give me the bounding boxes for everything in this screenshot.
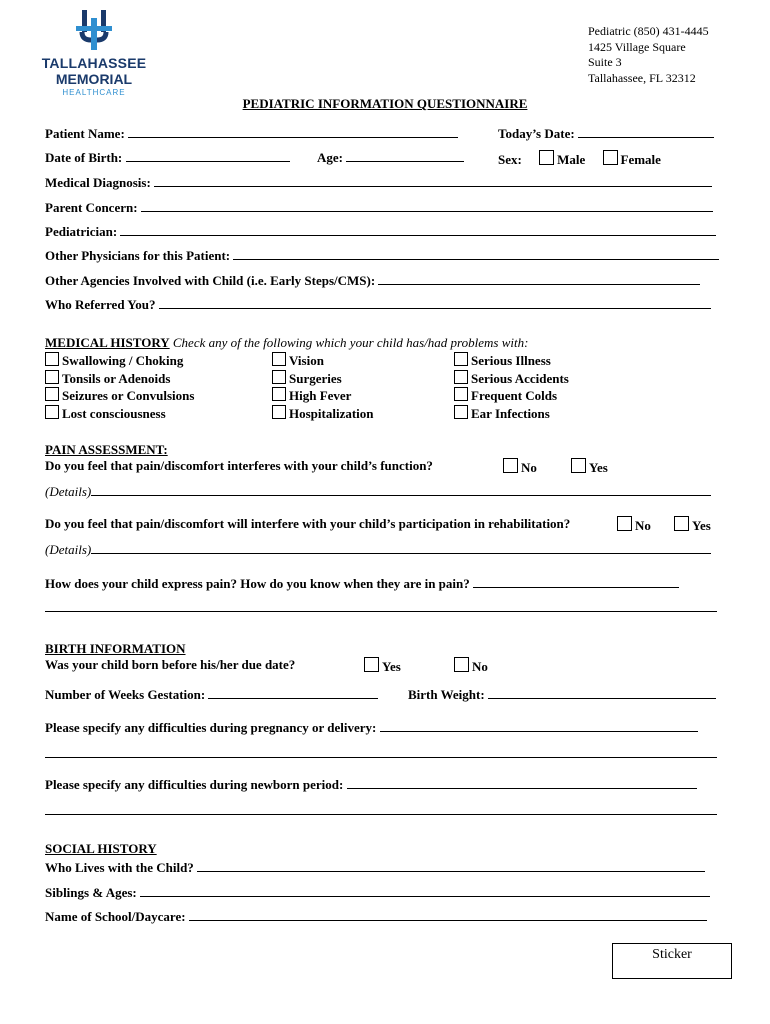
pain-q2: Do you feel that pain/discomfort will interfere with your child’s participation in rehabilitation? — [45, 516, 571, 531]
age-field[interactable] — [346, 150, 464, 162]
gestation-row — [45, 687, 378, 703]
pain-q2-yes — [674, 516, 711, 534]
referred-label: Who Referred You? — [45, 297, 156, 312]
school-field[interactable] — [189, 909, 707, 921]
sticker-box — [612, 943, 732, 979]
details-label: (Details) — [45, 542, 92, 557]
address-line: Pediatric (850) 431-4445 — [588, 24, 709, 38]
agencies-label: Other Agencies Involved with Child (i.e. Early Steps/CMS): — [45, 273, 376, 288]
medical-item — [45, 405, 194, 423]
medical-item-label: Seizures or Convulsions — [62, 388, 195, 403]
high-fever-checkbox[interactable] — [272, 387, 286, 401]
yes-label: Yes — [382, 659, 401, 674]
pediatrician-label: Pediatrician: — [45, 224, 118, 239]
medical-history-instruction: Check any of the following which your child has/had problems with: — [172, 335, 529, 350]
physicians-field[interactable] — [233, 248, 719, 260]
birth-weight-label: Birth Weight: — [408, 687, 485, 702]
newborn-row — [45, 777, 697, 793]
pain-details-field[interactable] — [91, 484, 711, 496]
lives-row — [45, 860, 705, 876]
pain-q2-row — [45, 516, 570, 532]
birth-yes-checkbox[interactable] — [364, 657, 379, 672]
concern-row — [45, 200, 713, 216]
medical-item — [45, 370, 194, 388]
age-row — [317, 150, 464, 166]
medical-item-label: Tonsils or Adenoids — [62, 370, 171, 386]
gestation-label: Number of Weeks Gestation: — [45, 687, 206, 702]
pediatrician-field[interactable] — [120, 224, 716, 236]
vision-checkbox[interactable] — [272, 352, 286, 366]
no-label: No — [635, 518, 651, 533]
medical-item — [272, 370, 374, 388]
page-title: PEDIATRIC INFORMATION QUESTIONNAIRE — [242, 96, 528, 111]
lives-label: Who Lives with the Child? — [45, 860, 194, 875]
pregnancy-row — [45, 720, 698, 736]
pain-q1: Do you feel that pain/discomfort interferes with your child’s function? — [45, 458, 433, 473]
birth-no-checkbox[interactable] — [454, 657, 469, 672]
newborn-field-2[interactable] — [45, 803, 717, 815]
pain-details-field-2[interactable] — [91, 542, 711, 554]
medical-item-label: Frequent Colds — [471, 388, 558, 403]
dob-field[interactable] — [126, 150, 290, 162]
address-line: 1425 Village Square — [588, 39, 686, 54]
medical-item-label: Lost consciousness — [62, 405, 166, 421]
frequent-colds-checkbox[interactable] — [454, 387, 468, 401]
medical-item-label: Hospitalization — [289, 405, 374, 421]
pregnancy-field-2[interactable] — [45, 746, 717, 758]
ear-infections-checkbox[interactable] — [454, 405, 468, 419]
address-line: Tallahassee, FL 32312 — [588, 70, 696, 85]
clinic-address — [588, 24, 709, 86]
birth-q1-no — [454, 657, 488, 675]
siblings-row — [45, 885, 710, 901]
pain-heading: PAIN ASSESSMENT: — [45, 442, 168, 457]
pediatrician-row — [45, 224, 716, 240]
birth-weight-row — [408, 687, 716, 703]
lives-field[interactable] — [197, 860, 705, 872]
medical-item — [454, 352, 569, 370]
medical-item-label: Ear Infections — [471, 405, 550, 421]
diagnosis-label: Medical Diagnosis: — [45, 175, 151, 190]
patient-name-label: Patient Name: — [45, 126, 125, 141]
medical-item — [454, 387, 569, 405]
male-label: Male — [557, 152, 586, 167]
medical-col3 — [454, 352, 569, 422]
medical-item-label: Surgeries — [289, 370, 342, 386]
sex-row — [498, 150, 661, 168]
medical-item-label: Serious Illness — [471, 353, 551, 368]
newborn-field[interactable] — [347, 777, 697, 789]
serious-accidents-checkbox[interactable] — [454, 370, 468, 384]
pain-q3-row — [45, 576, 679, 592]
sex-label: Sex: — [498, 152, 522, 167]
birth-q1: Was your child born before his/her due date? — [45, 657, 296, 672]
pain-q3: How does your child express pain? How do you know when they are in pain? — [45, 576, 470, 591]
yes-label: Yes — [589, 460, 608, 475]
diagnosis-field[interactable] — [154, 175, 712, 187]
medical-item — [454, 405, 569, 423]
pain-q2-no — [617, 516, 651, 534]
pain-q3-field[interactable] — [473, 576, 679, 588]
sticker-label: Sticker — [652, 947, 692, 962]
pain-q1-yes-checkbox[interactable] — [571, 458, 586, 473]
dob-label: Date of Birth: — [45, 150, 123, 165]
swallowing-checkbox[interactable] — [45, 352, 59, 366]
no-label: No — [521, 460, 537, 475]
medical-item — [45, 352, 194, 370]
medical-history-heading: MEDICAL HISTORY — [45, 335, 170, 350]
medical-item — [45, 387, 194, 405]
school-label: Name of School/Daycare: — [45, 909, 186, 924]
todays-date-row — [498, 126, 714, 142]
medical-col1 — [45, 352, 194, 422]
serious-illness-checkbox[interactable] — [454, 352, 468, 366]
pain-q3-field-2[interactable] — [45, 600, 717, 612]
patient-name-field[interactable] — [128, 126, 458, 138]
agencies-field[interactable] — [378, 273, 700, 285]
details-label: (Details) — [45, 484, 92, 499]
female-label: Female — [620, 152, 661, 167]
logo-line2: MEMORIAL — [55, 71, 133, 87]
lost-consciousness-checkbox[interactable] — [45, 405, 59, 419]
birth-heading: BIRTH INFORMATION — [45, 641, 186, 656]
newborn-extra-row — [45, 803, 717, 819]
concern-field[interactable] — [141, 200, 713, 212]
age-label: Age: — [317, 150, 343, 165]
gestation-field[interactable] — [208, 687, 378, 699]
medical-item-label: High Fever — [289, 388, 352, 403]
medical-item-label: Swallowing / Choking — [62, 353, 184, 368]
patient-name-row — [45, 126, 458, 142]
agencies-row — [45, 273, 700, 289]
medical-item — [272, 352, 374, 370]
pain-q3-extra-row — [45, 600, 717, 616]
surgeries-checkbox[interactable] — [272, 370, 286, 384]
birth-q1-yes — [364, 657, 401, 675]
todays-date-field[interactable] — [578, 126, 714, 138]
pain-q1-no-checkbox[interactable] — [503, 458, 518, 473]
concern-label: Parent Concern: — [45, 200, 138, 215]
newborn-label: Please specify any difficulties during newborn period: — [45, 777, 344, 792]
pain-q1-no — [503, 458, 537, 476]
female-checkbox[interactable] — [603, 150, 618, 165]
pregnancy-label: Please specify any difficulties during pregnancy or delivery: — [45, 720, 377, 735]
pain-q1-yes — [571, 458, 608, 476]
siblings-label: Siblings & Ages: — [45, 885, 137, 900]
siblings-field[interactable] — [140, 885, 710, 897]
dob-row — [45, 150, 290, 166]
hospitalization-checkbox[interactable] — [272, 405, 286, 419]
medical-col2 — [272, 352, 374, 422]
referred-row — [45, 297, 711, 313]
pain-details-row-2 — [45, 542, 711, 558]
male-checkbox[interactable] — [539, 150, 554, 165]
medical-item — [272, 405, 374, 423]
pain-q2-yes-checkbox[interactable] — [674, 516, 689, 531]
logo-line3: HEALTHCARE — [62, 88, 126, 97]
medical-history-heading-row — [45, 335, 528, 351]
logo-mark-icon — [74, 8, 114, 52]
medical-item-label: Serious Accidents — [471, 370, 569, 386]
seizures-checkbox[interactable] — [45, 387, 59, 401]
tonsils-checkbox[interactable] — [45, 370, 59, 384]
todays-date-label: Today’s Date: — [498, 126, 575, 141]
pregnancy-extra-row — [45, 746, 717, 762]
logo — [40, 8, 148, 100]
school-row — [45, 909, 707, 925]
physicians-row — [45, 248, 719, 264]
pain-q2-no-checkbox[interactable] — [617, 516, 632, 531]
yes-label: Yes — [692, 518, 711, 533]
referred-field[interactable] — [159, 297, 711, 309]
logo-line1: TALLAHASSEE — [41, 55, 147, 71]
address-line: Suite 3 — [588, 55, 622, 69]
medical-item — [454, 370, 569, 388]
pain-details-row-1 — [45, 484, 711, 500]
physicians-label: Other Physicians for this Patient: — [45, 248, 231, 263]
diagnosis-row — [45, 175, 712, 191]
no-label: No — [472, 659, 488, 674]
medical-item — [272, 387, 374, 405]
birth-weight-field[interactable] — [488, 687, 716, 699]
social-heading: SOCIAL HISTORY — [45, 841, 157, 856]
medical-item-label: Vision — [289, 353, 324, 368]
pregnancy-field[interactable] — [380, 720, 698, 732]
